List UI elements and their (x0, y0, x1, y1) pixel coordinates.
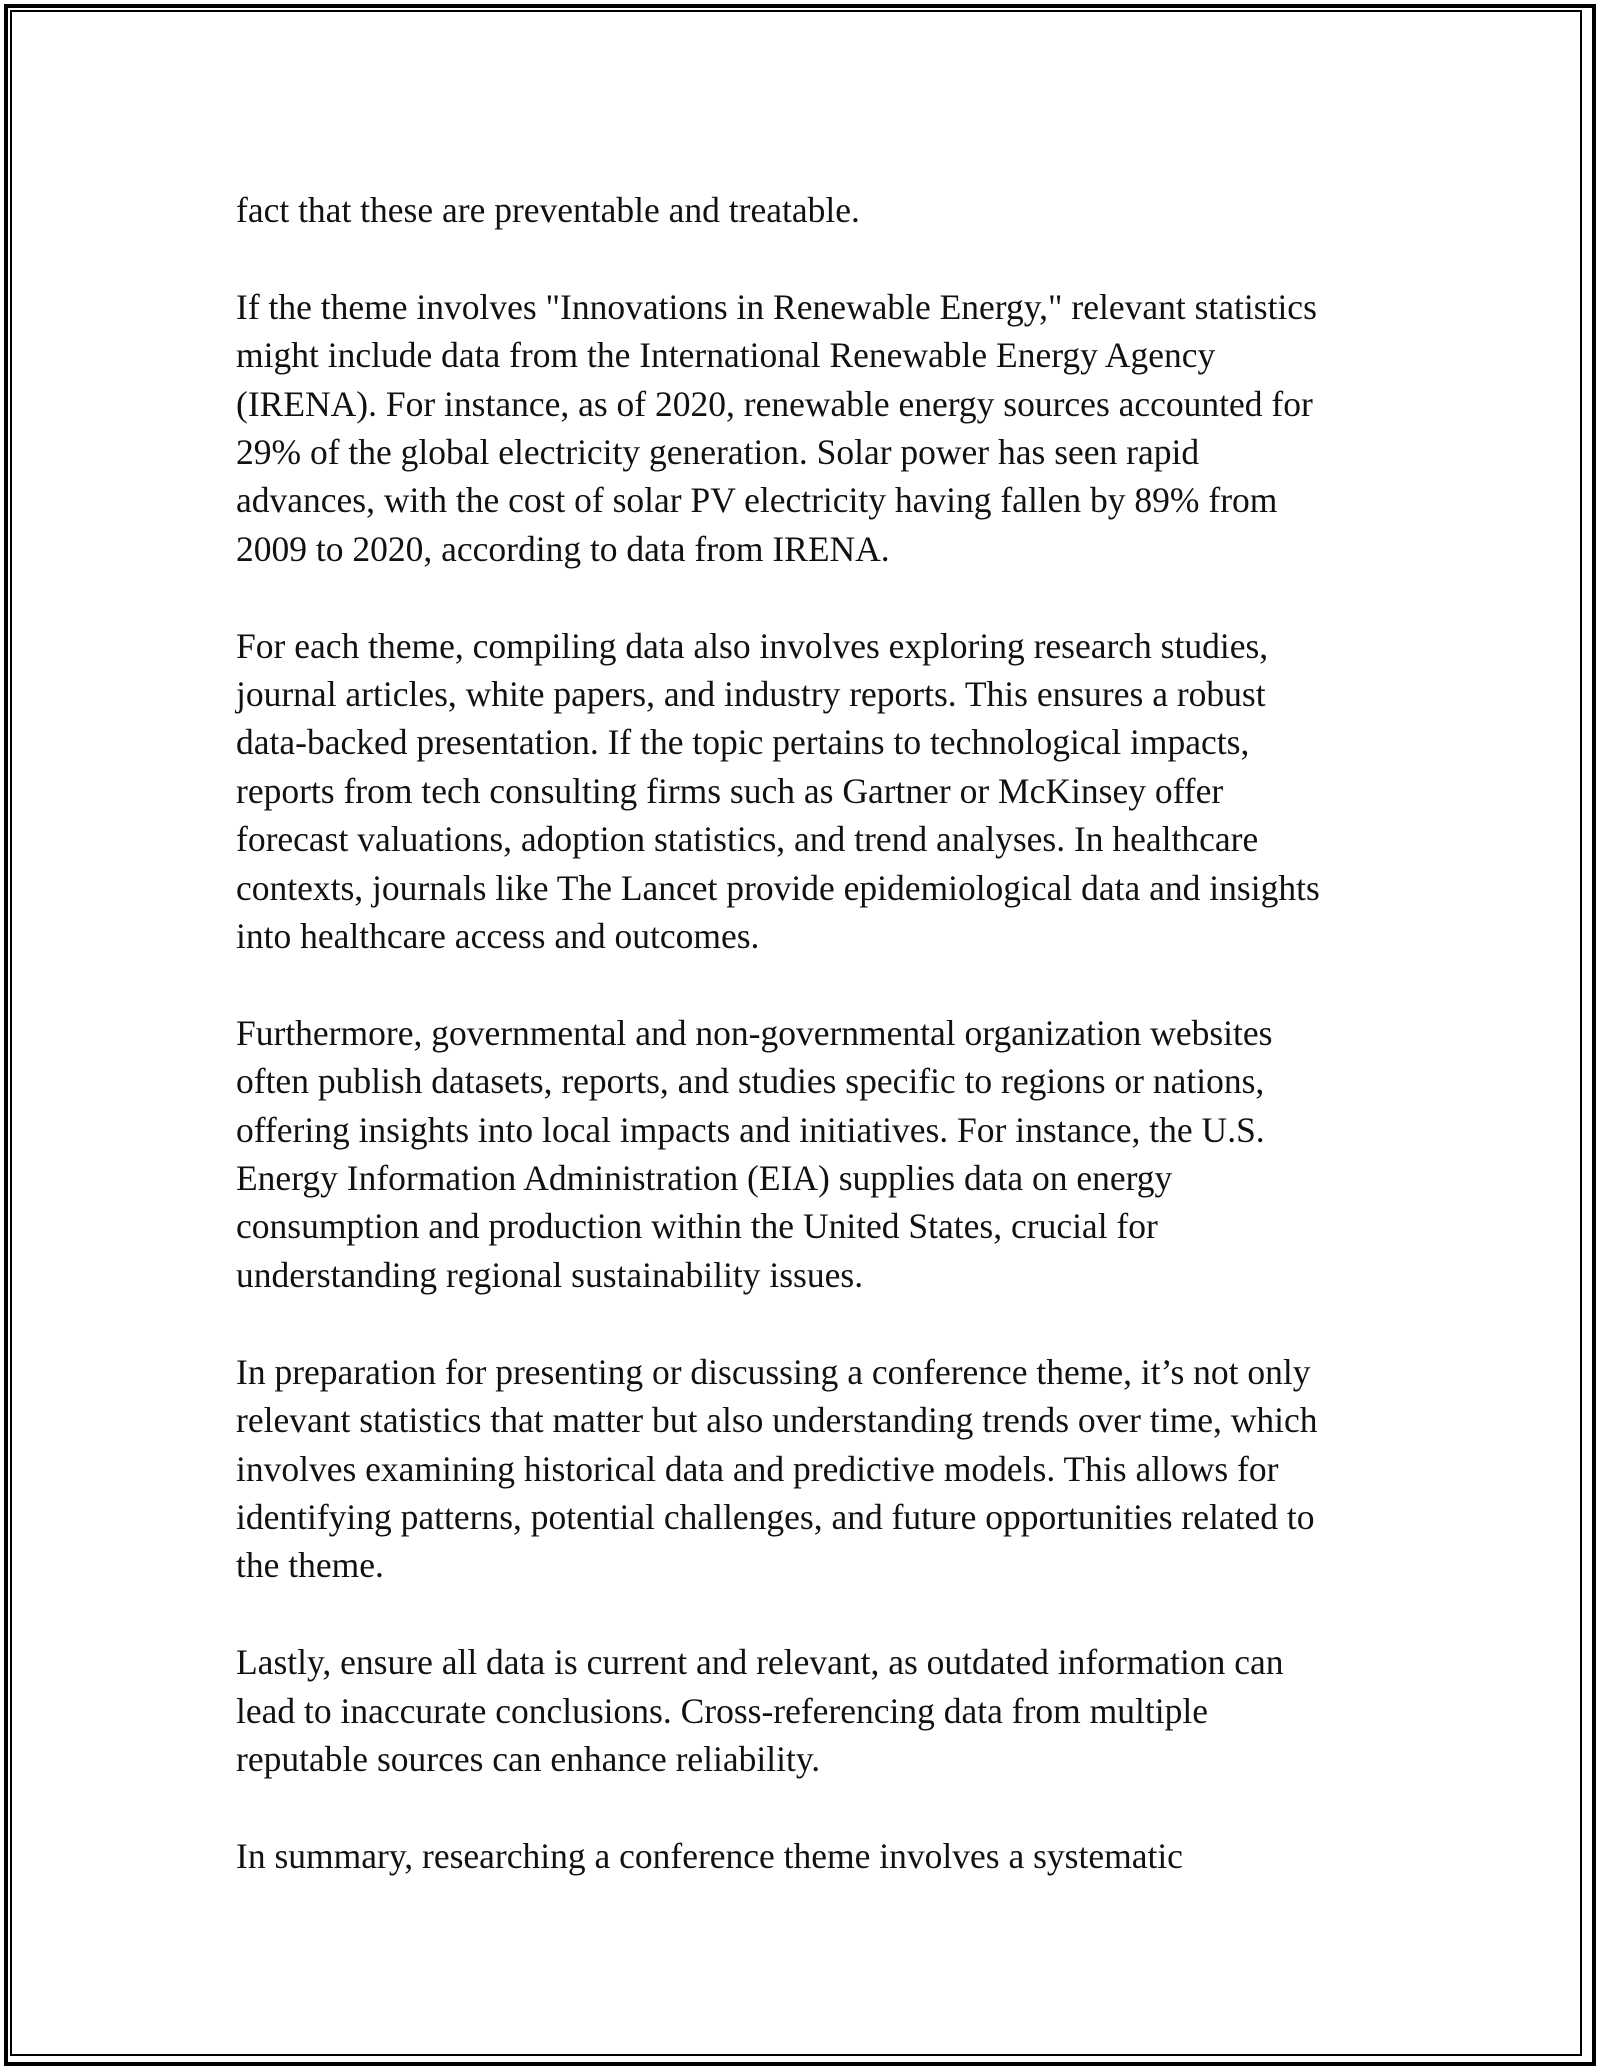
paragraph-3: For each theme, compiling data also involves exploring research studies, journal articles, white papers, and industry reports. This ensures a robust data-backed presentation. If the topic pertains to technological impacts, reports from tech consulting firms such as Gartner or McKinsey offer forecast valuations, adoption statistics, and trend analyses. In healthcare contexts, journals like The Lancet provide epidemiological data and insights into healthcare access and outcomes. (236, 625, 1320, 957)
paragraph-5: In preparation for presenting or discussing a conference theme, it’s not only relevant statistics that matter but also understanding trends over time, which involves examining historical data and predictive models. This allows for identifying patterns, potential challenges, and future opportunities related to the theme. (236, 1351, 1318, 1586)
paragraph-2: If the theme involves "Innovations in Renewable Energy," relevant statistics might include data from the International Renewable Energy Agency (IRENA). For instance, as of 2020, renewable energy sources accounted for 29% of the global electricity generation. Solar power has seen rapid advances, with the cost of solar PV electricity having fallen by 89% from 2009 to 2020, according to data from IRENA. (236, 286, 1317, 569)
paragraph-1: fact that these are preventable and treatable. (236, 190, 860, 230)
paragraph-4: Furthermore, governmental and non-governmental organization websites often publish datasets, reports, and studies specific to regions or nations, offering insights into local impacts and initiatives. For instance, the U.S. Energy Information Administration (EIA) supplies data on energy consumption and production within the United States, crucial for understanding regional sustainability issues. (236, 1012, 1273, 1295)
paragraph-7: In summary, researching a conference theme involves a systematic (236, 1835, 1183, 1876)
document-body (236, 186, 1386, 1880)
paragraph-6: Lastly, ensure all data is current and relevant, as outdated information can lead to inaccurate conclusions. Cross-referencing data from multiple reputable sources can enhance reliability. (236, 1642, 1284, 1779)
